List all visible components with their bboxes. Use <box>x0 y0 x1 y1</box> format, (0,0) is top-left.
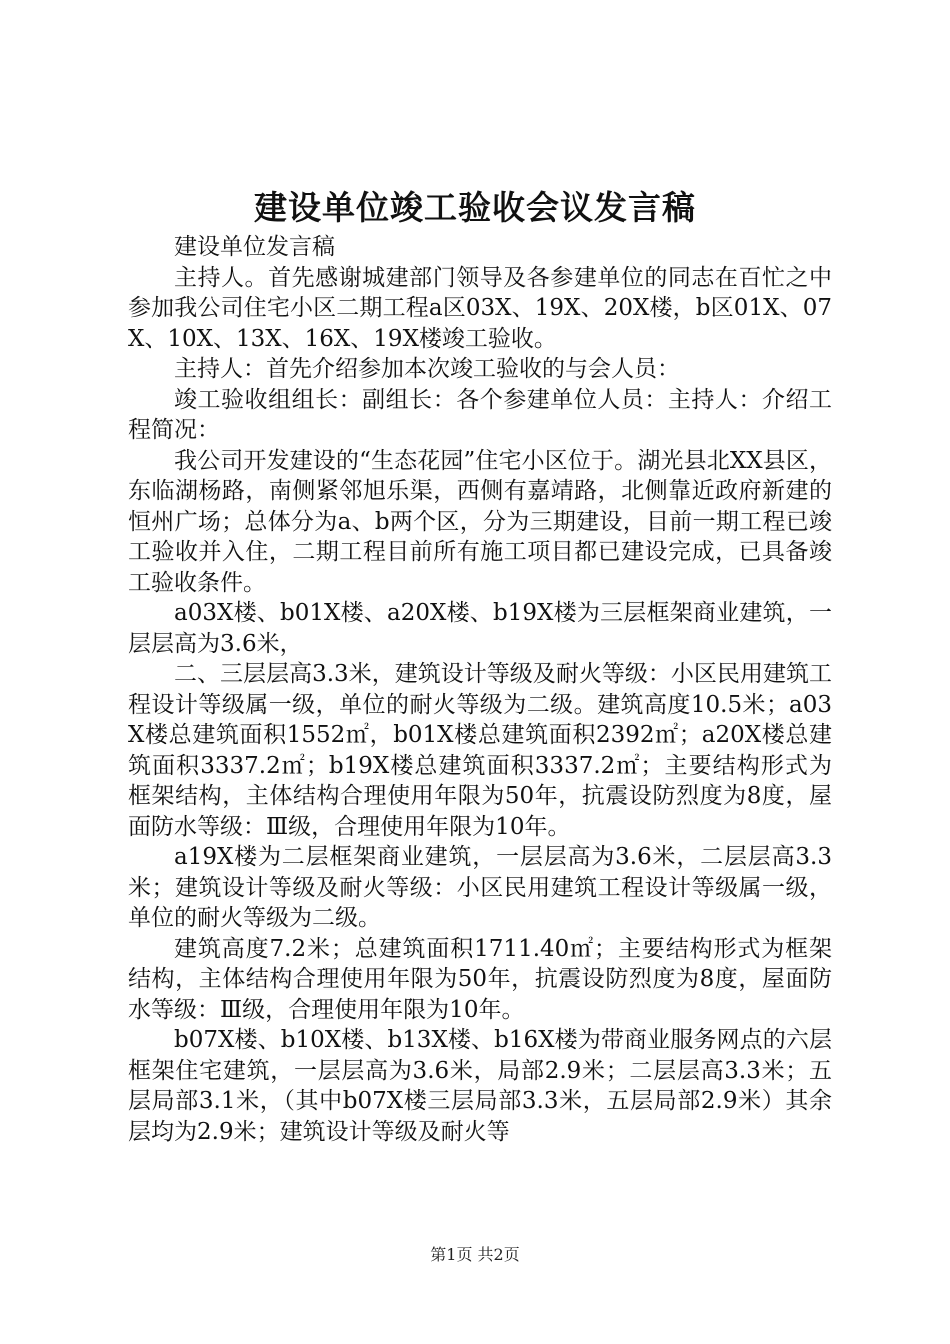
paragraph: a03X楼、b01X楼、a20X楼、b19X楼为三层框架商业建筑，一层层高为3.6米， <box>128 600 832 657</box>
paragraph: a19X楼为二层框架商业建筑，一层层高为3.6米，二层层高3.3米；建筑设计等级及耐火等级：小区民用建筑工程设计等级属一级，单位的耐火等级为二级。 <box>128 844 832 931</box>
page-number-footer: 第1页 共2页 <box>430 1245 520 1264</box>
document-title: 建设单位竣工验收会议发言稿 <box>254 188 696 227</box>
paragraph: b07X楼、b10X楼、b13X楼、b16X楼为带商业服务网点的六层框架住宅建筑，一层层高为3.6米，局部2.9米；二层层高3.3米；五层局部3.1米，（其中b07X楼三层局部3.3米，五层局部2.9米）其余层均为2.9米；建筑设计等级及耐火等 <box>128 1027 832 1145</box>
paragraph: 主持人。首先感谢城建部门领导及各参建单位的同志在百忙之中参加我公司住宅小区二期工程a区03X、19X、20X楼，b区01X、07X、10X、13X、16X、19X楼竣工验收。 <box>128 264 832 352</box>
paragraph: 建筑高度7.2米；总建筑面积1711.40㎡；主要结构形式为框架结构，主体结构合理使用年限为50年，抗震设防烈度为8度，屋面防水等级：Ⅲ级，合理使用年限为10年。 <box>128 935 832 1023</box>
paragraph: 竣工验收组组长：副组长：各个参建单位人员：主持人：介绍工程简况： <box>128 386 832 443</box>
paragraph: 建设单位发言稿 <box>174 234 335 260</box>
paragraph: 二、三层层高3.3米，建筑设计等级及耐火等级：小区民用建筑工程设计等级属一级，单位的耐火等级为二级。建筑高度10.5米；a03X楼总建筑面积1552㎡，b01X楼总建筑面积2392㎡；a20X楼总建筑面积3337.2㎡；b19X楼总建筑面积3337.2㎡；主要结构形式为框架结构，主体结构合理使用年限为50年，抗震设防烈度为8度，屋面防水等级：Ⅲ级，合理使用年限为10年。 <box>128 661 832 840</box>
document-body <box>128 232 832 1147</box>
paragraph: 主持人：首先介绍参加本次竣工验收的与会人员： <box>174 356 680 382</box>
paragraph: 我公司开发建设的“生态花园”住宅小区位于。湖光县北XX县区，东临湖杨路，南侧紧邻旭乐渠，西侧有嘉靖路，北侧靠近政府新建的恒州广场；总体分为a、b两个区，分为三期建设，目前一期工程已竣工验收并入住，二期工程目前所有施工项目都已建设完成，已具备竣工验收条件。 <box>128 447 832 596</box>
